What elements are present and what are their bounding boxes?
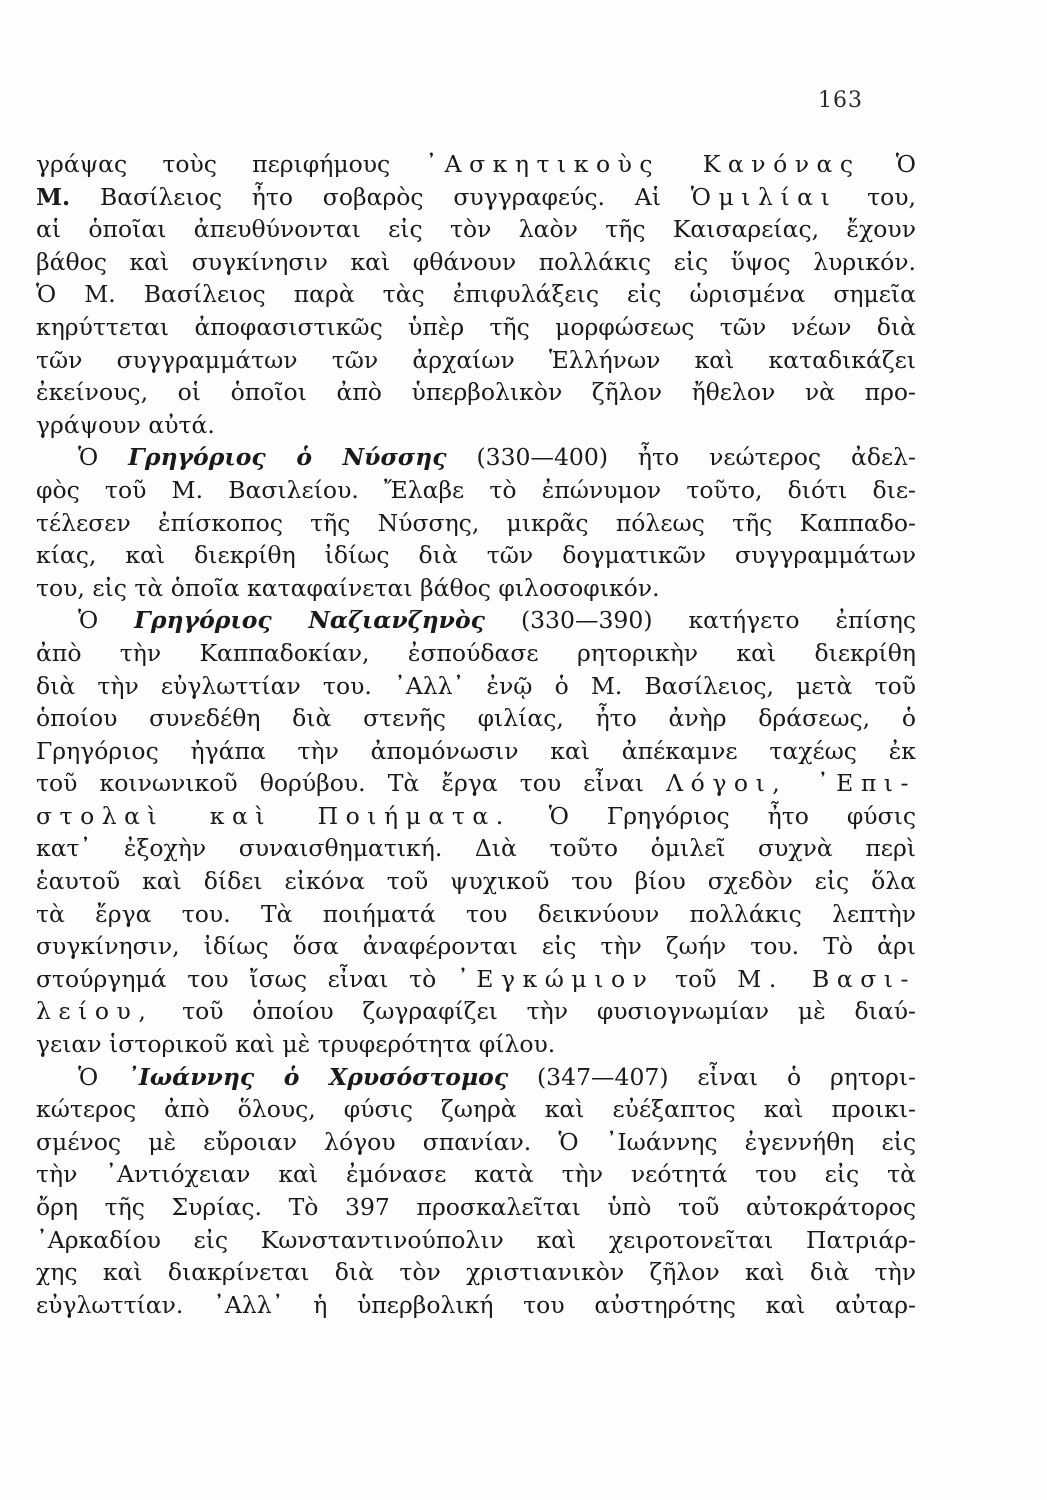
text-line	[36, 148, 916, 181]
spaced-title: Λόγοι, ᾿Επι-	[666, 769, 917, 798]
text-run: σμένος μὲ εὔροιαν λόγου σπανίαν. Ὁ ᾿Ιωάννης ἐγεννήθη εἰς	[36, 1127, 916, 1156]
text-line	[36, 963, 916, 996]
text-run: ἀπὸ τὴν Καππαδοκίαν, ἐσπούδασε ρητορικὴν καὶ διεκρίθη	[36, 638, 916, 667]
text-run: γράψας τοὺς περιφήμους	[36, 150, 426, 178]
text-line	[36, 930, 916, 963]
text-line	[36, 1224, 916, 1257]
spaced-title: ᾿Εγκώμιον	[457, 964, 655, 993]
text-run: συγκίνησιν, ἰδίως ὅσα ἀναφέρονται εἰς τὴν ζωήν του. Τὸ ἀρι	[36, 932, 916, 961]
text-line	[36, 800, 916, 833]
spaced-title: λείου,	[36, 997, 154, 1026]
text-line	[36, 376, 916, 409]
text-line	[36, 604, 916, 637]
text-run: Ὁ Μ. Βασίλειος παρὰ τὰς ἐπιφυλάξεις εἰς ὡρισμένα σημεῖα	[36, 280, 916, 309]
author-name: Μ.	[36, 182, 71, 211]
text-run: γειαν ἱστορικοῦ καὶ μὲ τρυφερότητα φίλου.	[36, 1030, 556, 1059]
text-run: ἑαυτοῦ καὶ δίδει εἰκόνα τοῦ ψυχικοῦ του βίου σχεδὸν εἰς ὅλα	[36, 867, 916, 896]
text-line	[36, 1158, 916, 1191]
text-line	[36, 702, 916, 735]
text-line	[36, 278, 916, 311]
text-line	[36, 474, 916, 507]
text-run: ἐκείνους, οἱ ὁποῖοι ἀπὸ ὑπερβολικὸν ζῆλον ἤθελον νὰ προ-	[36, 378, 916, 407]
text-line	[36, 246, 916, 279]
text-run: τοῦ ὁποίου ζωγραφίζει τὴν φυσιογνωμίαν μὲ διαύ-	[153, 997, 916, 1026]
text-line	[36, 1289, 916, 1322]
text-run: βάθος καὶ συγκίνησιν καὶ φθάνουν πολλάκις εἰς ὕψος λυρικόν.	[36, 247, 916, 276]
text-run: στούργημά του ἴσως εἶναι τὸ	[36, 964, 458, 993]
text-line	[36, 409, 916, 442]
text-run: εὐγλωττίαν. ᾿Αλλ᾿ ἡ ὑπερβολική του αὐστηρότης καὶ αὐταρ-	[36, 1290, 916, 1319]
text-line	[36, 898, 916, 931]
text-run: του,	[837, 182, 917, 211]
text-run: Βασίλειος ἦτο σοβαρὸς συγγραφεύς. Αἱ	[70, 182, 691, 211]
text-run: ὁποίου συνεδέθη διὰ στενῆς φιλίας, ἦτο ἀνὴρ δράσεως, ὁ	[36, 704, 916, 733]
text-run: κίας, καὶ διεκρίθη ἰδίως διὰ τῶν δογματικῶν συγγραμμάτων	[36, 541, 916, 570]
text-line	[36, 670, 916, 703]
author-name: Γρηγόριος ὁ Νύσσης	[128, 443, 447, 472]
spaced-title: ᾿Ασκητικοὺς Κανόνας	[425, 150, 861, 178]
text-run: Γρηγόριος ἠγάπα τὴν ἀπομόνωσιν καὶ ἀπέκαμνε ταχέως ἐκ	[36, 736, 916, 765]
text-line	[36, 213, 916, 246]
spaced-title: στολαὶ καὶ Ποιήματα.	[36, 801, 511, 830]
author-name: ᾿Ιωάννης ὁ Χρυσόστομος	[127, 1062, 509, 1091]
text-run: διὰ τὴν εὐγλωττίαν του. ᾿Αλλ᾿ ἐνῷ ὁ Μ. Βασίλειος, μετὰ τοῦ	[36, 671, 916, 700]
text-run: τοῦ κοινωνικοῦ θορύβου. Τὰ ἔργα του εἶναι	[36, 769, 667, 798]
body-text	[36, 148, 916, 1321]
text-line	[36, 865, 916, 898]
text-line	[36, 181, 916, 214]
text-run: (347—407) εἶναι ὁ ρητορι-	[508, 1062, 916, 1091]
text-run: κατ᾿ ἐξοχὴν συναισθηματική. Διὰ τοῦτο ὁμιλεῖ συχνὰ περὶ	[36, 834, 916, 863]
text-run: τὴν ᾿Αντιόχειαν καὶ ἐμόνασε κατὰ τὴν νεότητά του εἰς τὰ	[36, 1160, 916, 1189]
text-line	[36, 1028, 916, 1061]
text-line	[36, 1191, 916, 1224]
text-run: κώτερος ἀπὸ ὅλους, φύσις ζωηρὰ καὶ εὐέξαπτος καὶ προικι-	[36, 1095, 916, 1124]
text-run: τὰ ἔργα του. Τὰ ποιήματά του δεικνύουν πολλάκις λεπτὴν	[36, 899, 916, 928]
text-run: τοῦ	[654, 964, 738, 993]
text-run: Ὁ	[860, 150, 916, 178]
text-line	[36, 637, 916, 670]
text-run: τῶν συγγραμμάτων τῶν ἀρχαίων Ἑλλήνων καὶ καταδικάζει	[36, 345, 916, 374]
text-run: ὄρη τῆς Συρίας. Τὸ 397 προσκαλεῖται ὑπὸ τοῦ αὐτοκράτορος	[36, 1193, 916, 1221]
text-run: Ὁ	[78, 443, 129, 472]
text-line	[36, 995, 916, 1028]
text-run: κηρύττεται ἀποφασιστικῶς ὑπὲρ τῆς μορφώσεως τῶν νέων διὰ	[36, 312, 916, 341]
text-line	[36, 1093, 916, 1126]
author-name: Γρηγόριος Ναζιανζηνὸς	[134, 606, 485, 635]
text-line	[36, 832, 916, 865]
text-run: αἱ ὁποῖαι ἀπευθύνονται εἰς τὸν λαὸν τῆς Καισαρείας, ἔχουν	[36, 215, 916, 244]
text-run: χης καὶ διακρίνεται διὰ τὸν χριστιανικὸν ζῆλον καὶ διὰ τὴν	[36, 1258, 916, 1287]
text-run: Ὁ Γρηγόριος ἦτο φύσις	[510, 801, 916, 830]
text-run: Ὁ	[78, 1062, 128, 1091]
text-run: γράψουν αὐτά.	[36, 410, 215, 439]
text-line	[36, 344, 916, 377]
text-run: (330—390) κατήγετο ἐπίσης	[484, 606, 916, 635]
text-line	[36, 311, 916, 344]
text-run: φὸς τοῦ Μ. Βασιλείου. Ἔλαβε τὸ ἐπώνυμον τοῦτο, διότι διε-	[36, 475, 916, 504]
text-run: ᾿Αρκαδίου εἰς Κωνσταντινούπολιν καὶ χειροτονεῖται Πατριάρ-	[36, 1225, 916, 1254]
text-line	[36, 1256, 916, 1289]
text-line	[36, 735, 916, 768]
text-line	[36, 572, 916, 605]
text-run: (330—400) ἦτο νεώτερος ἀδελ-	[446, 443, 916, 472]
spaced-title: Ὁμιλίαι	[690, 182, 838, 211]
text-line	[36, 507, 916, 540]
text-line	[36, 539, 916, 572]
text-run: του, εἰς τὰ ὁποῖα καταφαίνεται βάθος φιλοσοφικόν.	[36, 573, 660, 602]
text-line	[36, 1061, 916, 1094]
text-run: τέλεσεν ἐπίσκοπος τῆς Νύσσης, μικρᾶς πόλεως τῆς Καππαδο-	[36, 508, 916, 537]
text-line	[36, 441, 916, 474]
page-number: 163	[818, 88, 863, 113]
text-line	[36, 767, 916, 800]
spaced-title: Μ. Βασι-	[737, 964, 916, 993]
text-run: Ὁ	[78, 606, 135, 635]
text-line	[36, 1126, 916, 1159]
